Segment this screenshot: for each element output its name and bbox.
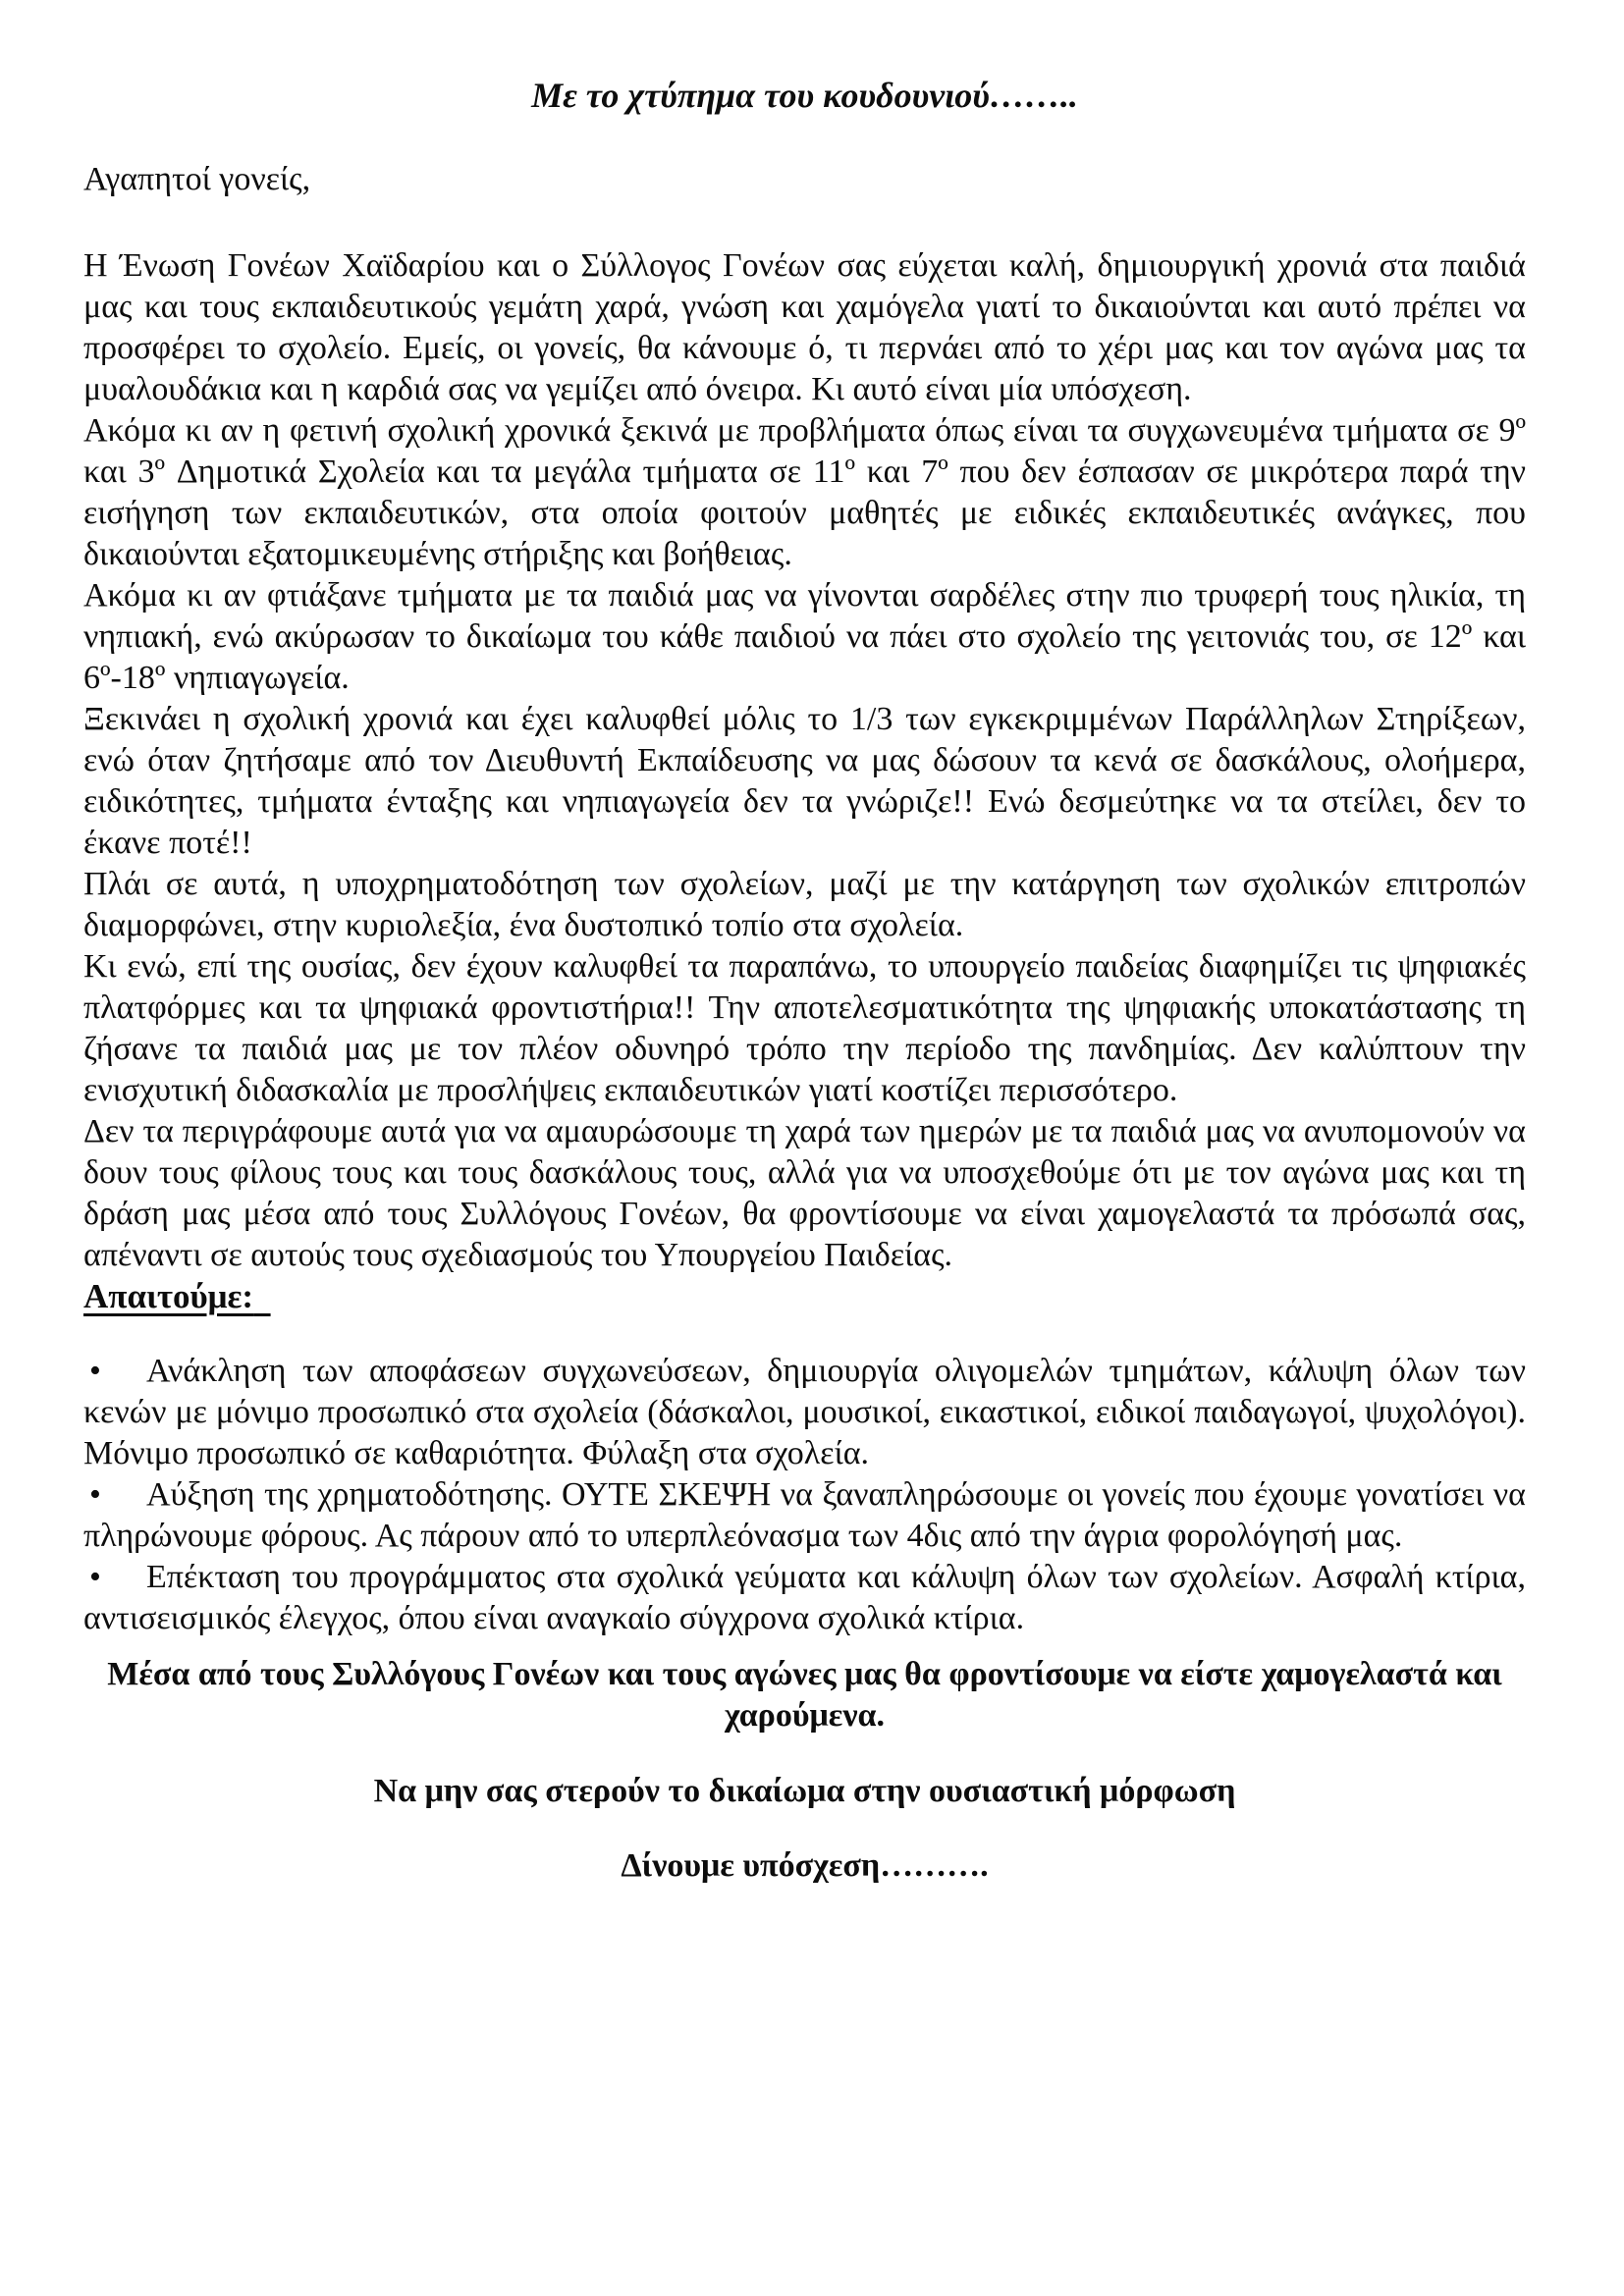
closing-statement-promise: Δίνουμε υπόσχεση………. xyxy=(621,1847,989,1884)
list-item-text: Αύξηση της χρηματοδότησης. ΟΥΤΕ ΣΚΕΨΗ να ξαναπληρώσουμε οι γονείς που έχουμε γονατίσει να πληρώνουμε φόρους. Ας πάρουν από το υπερπλεόνασμα των 4δις από την άγρια φορολόγησή μας. xyxy=(83,1476,1526,1554)
demands-list xyxy=(83,1351,1526,1639)
demands-heading xyxy=(83,1276,1526,1317)
salutation: Αγαπητοί γονείς, xyxy=(83,161,311,197)
demands-heading-text: Απαιτούμε: xyxy=(83,1277,254,1315)
closing-statement-struggles: Μέσα από τους Συλλόγους Γονέων και τους αγώνες μας θα φροντίσουμε να είστε χαμογελαστά και χαρούμενα. xyxy=(107,1656,1502,1734)
paragraph-mergers: Ακόμα κι αν η φετινή σχολική χρονικά ξεκινά με προβλήματα όπως είναι τα συγχωνευμένα τμήματα σε 9º και 3º Δημοτικά Σχολεία και τα μεγάλα τμήματα σε 11º και 7º που δεν έσπασαν σε μικρότερα παρά την εισήγηση των εκπαιδευτικών, στα οποία φοιτούν μαθητές με ειδικές εκπαιδευτικές ανάγκες, που δικαιούνται εξατομικευμένης στήριξης και βοήθειας. xyxy=(83,412,1526,572)
bullet-icon: • xyxy=(89,1476,101,1513)
list-item xyxy=(83,1474,1526,1557)
paragraph-promise: Δεν τα περιγράφουμε αυτά για να αμαυρώσουμε τη χαρά των ημερών με τα παιδιά μας να ανυπομονούν να δουν τους φίλους τους και τους δασκάλους τους, αλλά για να υποσχεθούμε ότι με τον αγώνα μας και τη δράση μας μέσα από τους Συλλόγους Γονέων, θα φροντίσουμε να είναι χαμογελαστά τα πρόσωπά σας, απέναντι σε αυτούς τους σχεδιασμούς του Υπουργείου Παιδείας. xyxy=(83,1113,1526,1273)
bullet-icon: • xyxy=(89,1559,101,1595)
bullet-icon: • xyxy=(89,1353,101,1389)
paragraph-parallel-support: Ξεκινάει η σχολική χρονιά και έχει καλυφθεί μόλις το 1/3 των εγκεκριμμένων Παράλληλων Στηρίξεων, ενώ όταν ζητήσαμε από τον Διευθυντή Εκπαίδευσης να μας δώσουν τα κενά σε δασκάλους, ολοήμερα, ειδικότητες, τμήματα ένταξης και νηπιαγωγεία δεν τα γνώριζε!! Ενώ δεσμεύτηκε να τα στείλει, δεν το έκανε ποτέ!! xyxy=(83,701,1526,861)
paragraph-kindergartens: Ακόμα κι αν φτιάξανε τμήματα με τα παιδιά μας να γίνονται σαρδέλες στην πιο τρυφερή τους ηλικία, τη νηπιακή, ενώ ακύρωσαν το δικαίωμα του κάθε παιδιού να πάει στο σχολείο της γειτονιάς του, σε 12º και 6º-18º νηπιαγωγεία. xyxy=(83,577,1526,696)
list-item xyxy=(83,1557,1526,1639)
list-item-text: Επέκταση του προγράμματος στα σχολικά γεύματα και κάλυψη όλων των σχολείων. Ασφαλή κτίρια, αντισεισμικός έλεγχος, όπου είναι αναγκαίο σύγχρονα σχολικά κτίρια. xyxy=(83,1559,1526,1636)
paragraph-digital-platforms: Κι ενώ, επί της ουσίας, δεν έχουν καλυφθεί τα παραπάνω, το υπουργείο παιδείας διαφημίζει τις ψηφιακές πλατφόρμες και τα ψηφιακά φροντιστήρια!! Την αποτελεσματικότητα της ψηφιακής υποκατάστασης τη ζήσανε τα παιδιά μας με τον πλέον οδυνηρό τρόπο την περίοδο της πανδημίας. Δεν καλύπτουν την ενισχυτική διδασκαλία με προσλήψεις εκπαιδευτικών γιατί κοστίζει περισσότερο. xyxy=(83,948,1526,1108)
list-item xyxy=(83,1351,1526,1474)
paragraph-underfunding: Πλάι σε αυτά, η υποχρηματοδότηση των σχολείων, μαζί με την κατάργηση των σχολικών επιτροπών διαμορφώνει, στην κυριολεξία, ένα δυστοπικό τοπίο στα σχολεία. xyxy=(83,866,1526,943)
document-title: Με το χτύπημα του κουδουνιού…….. xyxy=(531,76,1078,115)
closing-statement-education-right: Να μην σας στερούν το δικαίωμα στην ουσιαστική μόρφωση xyxy=(373,1773,1236,1809)
paragraph-intro: Η Ένωση Γονέων Χαϊδαρίου και ο Σύλλογος Γονέων σας εύχεται καλή, δημιουργική χρονιά στα παιδιά μας και τους εκπαιδευτικούς γεμάτη χαρά, γνώση και χαμόγελα γιατί το δικαιούνται και αυτό πρέπει να προσφέρει το σχολείο. Εμείς, οι γονείς, θα κάνουμε ό, τι περνάει από το χέρι μας και τον αγώνα μας τα μυαλουδάκια και η καρδιά σας να γεμίζει από όνειρα. Κι αυτό είναι μία υπόσχεση. xyxy=(83,247,1526,407)
list-item-text: Ανάκληση των αποφάσεων συγχωνεύσεων, δημιουργία ολιγομελών τμημάτων, κάλυψη όλων των κενών με μόνιμο προσωπικό στα σχολεία (δάσκαλοι, μουσικοί, εικαστικοί, ειδικοί παιδαγωγοί, ψυχολόγοι). Μόνιμο προσωπικό σε καθαριότητα. Φύλαξη στα σχολεία. xyxy=(83,1353,1526,1471)
